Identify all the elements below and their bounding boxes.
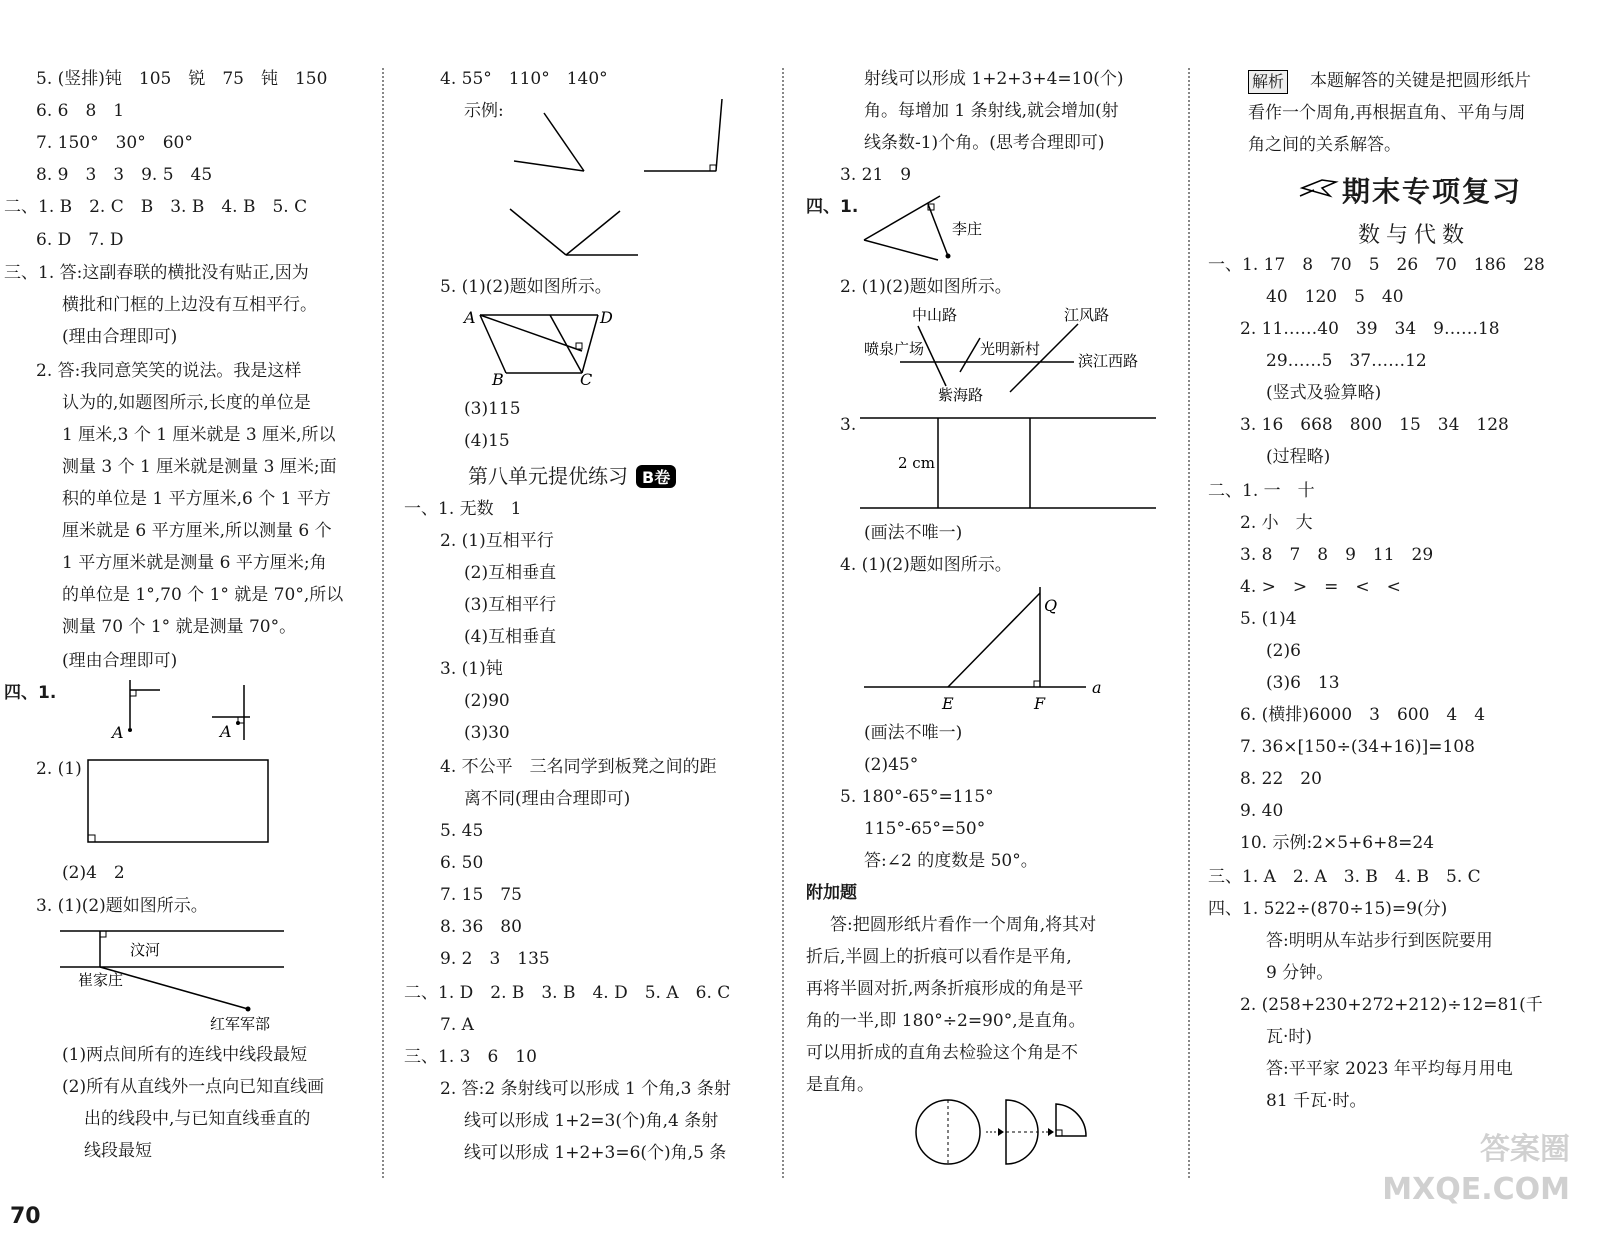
line-label: a bbox=[1092, 678, 1102, 697]
answer-line: 6. D 7. D bbox=[36, 230, 124, 250]
answer-line: 6. 6 8 1 bbox=[36, 101, 125, 121]
answer-line: 可以用折成的直角去检验这个角是不 bbox=[806, 1043, 1078, 1063]
answer-line: (画法不唯一) bbox=[864, 523, 963, 543]
answer-line: 115°-65°=50° bbox=[864, 819, 986, 839]
point-label: Q bbox=[1044, 596, 1058, 615]
answer-line: (竖式及验算略) bbox=[1266, 383, 1382, 403]
point-label: E bbox=[942, 694, 954, 713]
answer-line: 2. (1)(2)题如图所示。 bbox=[840, 277, 1012, 297]
answer-line: 认为的,如题图所示,长度的单位是 bbox=[62, 393, 311, 413]
answer-line: 二、1. B 2. C B 3. B 4. B 5. C bbox=[4, 197, 308, 217]
answer-line: 测量 70 个 1° 就是测量 70°。 bbox=[62, 617, 297, 637]
answer-line: 1 平方厘米就是测量 6 平方厘米;角 bbox=[62, 553, 327, 573]
point-label: C bbox=[580, 370, 593, 389]
answer-line: 40 120 5 40 bbox=[1266, 287, 1404, 307]
length-label: 2 cm bbox=[898, 454, 935, 472]
answer-line: 答:明明从车站步行到医院要用 bbox=[1266, 931, 1493, 951]
column-divider bbox=[1188, 68, 1190, 1178]
answer-line: 答:∠2 的度数是 50°。 bbox=[864, 851, 1038, 871]
answer-line: (2)90 bbox=[464, 691, 510, 711]
answer-line: 厘米就是 6 平方厘米,所以测量 6 个 bbox=[62, 521, 332, 541]
river-label: 汶河 bbox=[130, 941, 161, 959]
answer-line: 答:把圆形纸片看作一个周角,将其对 bbox=[830, 915, 1097, 935]
village-label: 崔家庄 bbox=[78, 971, 124, 989]
answer-line: (4)15 bbox=[464, 431, 510, 451]
answer-line: 四、1. 522÷(870÷15)=9(分) bbox=[1208, 899, 1448, 919]
answer-line: 再将半圆对折,两条折痕形成的角是平 bbox=[806, 979, 1084, 999]
answer-line: 3. 8 7 8 9 11 29 bbox=[1240, 545, 1434, 565]
answer-line: 2. 11……40 39 34 9……18 bbox=[1240, 319, 1500, 339]
river-figure bbox=[60, 925, 290, 1035]
answer-line: 10. 示例:2×5+6+8=24 bbox=[1240, 833, 1435, 853]
answer-line: 2. 小 大 bbox=[1240, 513, 1313, 533]
square-figure bbox=[860, 412, 1160, 512]
answer-line: (1)两点间所有的连线中线段最短 bbox=[62, 1045, 308, 1065]
answer-line: 4. > > = < < bbox=[1240, 577, 1401, 597]
answer-line: 8. 9 3 3 9. 5 45 bbox=[36, 165, 213, 185]
road-label: 滨江西路 bbox=[1078, 352, 1139, 370]
answer-line: 离不同(理由合理即可) bbox=[464, 789, 631, 809]
answer-line: 5. (1)4 bbox=[1240, 609, 1297, 629]
answer-line: 7. 150° 30° 60° bbox=[36, 133, 193, 153]
answer-line: 三、1. 3 6 10 bbox=[404, 1047, 537, 1067]
page-number: 70 bbox=[10, 1204, 41, 1229]
answer-line: 5. 180°-65°=115° bbox=[840, 787, 994, 807]
answer-line: 线条数-1)个角。(思考合理即可) bbox=[864, 133, 1105, 153]
answer-line: 瓦·时) bbox=[1266, 1027, 1313, 1047]
answer-line: 2. (258+230+272+212)÷12=81(千 bbox=[1240, 995, 1543, 1015]
answer-line: 2. (1)互相平行 bbox=[440, 531, 554, 551]
watermark: 答案圈 MXQE.COM bbox=[1382, 1132, 1570, 1207]
column-divider bbox=[382, 68, 384, 1178]
answer-line: 4. 不公平 三名同学到板凳之间的距 bbox=[440, 757, 717, 777]
answer-line: 一、1. 无数 1 bbox=[404, 499, 522, 519]
answer-line: 5. (竖排)钝 105 锐 75 钝 150 bbox=[36, 69, 328, 89]
point-label: F bbox=[1034, 694, 1046, 713]
plaza-label: 喷泉广场 bbox=[864, 340, 925, 358]
answer-line: 线段最短 bbox=[84, 1141, 152, 1161]
answer-line: 三、1. A 2. A 3. B 4. B 5. C bbox=[1208, 867, 1481, 887]
road-label: 江风路 bbox=[1064, 306, 1110, 324]
answer-line: 角的一半,即 180°÷2=90°,是直角。 bbox=[806, 1011, 1086, 1031]
answer-line: 3. (1)钝 bbox=[440, 659, 503, 679]
answer-line: 7. 15 75 bbox=[440, 885, 522, 905]
answer-line: 线可以形成 1+2+3=6(个)角,5 条 bbox=[464, 1143, 727, 1163]
answer-line: 3. 16 668 800 15 34 128 bbox=[1240, 415, 1509, 435]
point-a-label: A bbox=[112, 723, 124, 742]
answer-line: 7. 36×[150÷(34+16)]=108 bbox=[1240, 737, 1475, 757]
answer-line: 3. 21 9 bbox=[840, 165, 912, 185]
answer-line: 线可以形成 1+2=3(个)角,4 条射 bbox=[464, 1111, 719, 1131]
answer-line: 是直角。 bbox=[806, 1075, 874, 1095]
parallelogram-figure bbox=[458, 305, 628, 390]
answer-line: 1 厘米,3 个 1 厘米就是 3 厘米,所以 bbox=[62, 425, 336, 445]
answer-line: (2)所有从直线外一点向已知直线画 bbox=[62, 1077, 325, 1097]
answer-line: (理由合理即可) bbox=[62, 651, 178, 671]
answer-line: 6. (横排)6000 3 600 4 4 bbox=[1240, 705, 1486, 725]
section-title: 期末专项复习 bbox=[1342, 175, 1523, 208]
answer-line: (2)互相垂直 bbox=[464, 563, 557, 583]
answer-line: 射线可以形成 1+2+3+4=10(个) bbox=[864, 69, 1124, 89]
answer-line: 5. 45 bbox=[440, 821, 484, 841]
army-label: 红军军部 bbox=[210, 1015, 271, 1033]
answer-line: (3)互相平行 bbox=[464, 595, 557, 615]
road-label: 紫海路 bbox=[938, 386, 984, 404]
answer-line: (过程略) bbox=[1266, 447, 1331, 467]
village-label: 光明新村 bbox=[980, 340, 1041, 358]
point-label: A bbox=[464, 308, 476, 327]
sub-title: 数与代数 bbox=[1358, 223, 1471, 248]
folding-figure bbox=[914, 1096, 1094, 1168]
answer-line: 9. 2 3 135 bbox=[440, 949, 550, 969]
point-label: B bbox=[492, 370, 504, 389]
answer-line: 答:平平家 2023 年平均每月用电 bbox=[1266, 1059, 1513, 1079]
angle-examples-figure bbox=[500, 95, 740, 275]
perpendicular-figure bbox=[100, 680, 260, 750]
answer-line: 角之间的关系解答。 bbox=[1248, 135, 1401, 155]
answer-line: 7. A bbox=[440, 1015, 474, 1035]
analysis-tag: 解析 bbox=[1248, 70, 1288, 94]
answer-line: 9. 40 bbox=[1240, 801, 1284, 821]
answer-line: (3)30 bbox=[464, 723, 510, 743]
answer-line: 二、1. D 2. B 3. B 4. D 5. A 6. C bbox=[404, 983, 731, 1003]
answer-line: 2. 答:我同意笑笑的说法。我是这样 bbox=[36, 361, 302, 381]
bonus-heading: 附加题 bbox=[806, 883, 857, 903]
triangle-figure bbox=[860, 585, 1110, 715]
answer-line: 折后,半圆上的折痕可以看作是平角, bbox=[806, 947, 1072, 967]
column-divider bbox=[782, 68, 784, 1178]
point-label: D bbox=[600, 308, 613, 327]
answer-line: 29……5 37……12 bbox=[1266, 351, 1427, 371]
answer-line: 81 千瓦·时。 bbox=[1266, 1091, 1367, 1111]
answer-line: 4. 55° 110° 140° bbox=[440, 69, 608, 89]
answer-line: (画法不唯一) bbox=[864, 723, 963, 743]
rocket-icon bbox=[1300, 176, 1340, 200]
answer-line: (2)4 2 bbox=[62, 863, 125, 883]
answer-line: 4. (1)(2)题如图所示。 bbox=[840, 555, 1012, 575]
answer-line: 四、1. bbox=[806, 197, 859, 217]
answer-line: 3. (1)(2)题如图所示。 bbox=[36, 896, 208, 916]
answer-line: 测量 3 个 1 厘米就是测量 3 厘米;面 bbox=[62, 457, 337, 477]
answer-line: 8. 36 80 bbox=[440, 917, 522, 937]
answer-line: 5. (1)(2)题如图所示。 bbox=[440, 277, 612, 297]
answer-line: 2. (1) bbox=[36, 759, 82, 779]
answer-line: (3)115 bbox=[464, 399, 521, 419]
answer-line: 2. 答:2 条射线可以形成 1 个角,3 条射 bbox=[440, 1079, 731, 1099]
answer-line: 三、1. 答:这副春联的横批没有贴正,因为 bbox=[4, 263, 309, 283]
point-a-label: A bbox=[220, 722, 232, 741]
answer-line: 二、1. 一 十 bbox=[1208, 481, 1315, 501]
answer-line: 角。每增加 1 条射线,就会增加(射 bbox=[864, 101, 1119, 121]
answer-line: 一、1. 17 8 70 5 26 70 186 28 bbox=[1208, 255, 1545, 275]
answer-line: 6. 50 bbox=[440, 853, 484, 873]
unit-badge: B卷 bbox=[636, 465, 676, 488]
road-map-figure bbox=[860, 300, 1160, 410]
answer-line: 8. 22 20 bbox=[1240, 769, 1322, 789]
answer-line: 横批和门框的上边没有互相平行。 bbox=[62, 295, 317, 315]
road-label: 中山路 bbox=[912, 306, 958, 324]
answer-line: (4)互相垂直 bbox=[464, 627, 557, 647]
answer-line: 3. bbox=[840, 415, 857, 435]
answer-line: 本题解答的关键是把圆形纸片 bbox=[1310, 71, 1531, 91]
answer-line: (2)6 bbox=[1266, 641, 1301, 661]
answer-line: (理由合理即可) bbox=[62, 327, 178, 347]
rectangle-figure bbox=[86, 758, 272, 846]
answer-line: (3)6 13 bbox=[1266, 673, 1340, 693]
unit-title: 第八单元提优练习 B卷 bbox=[468, 460, 676, 489]
answer-line: 的单位是 1°,70 个 1° 就是 70°,所以 bbox=[62, 585, 344, 605]
answer-line: 看作一个周角,再根据直角、平角与周 bbox=[1248, 103, 1526, 123]
answer-line: 9 分钟。 bbox=[1266, 963, 1334, 983]
answer-line: 积的单位是 1 平方厘米,6 个 1 平方 bbox=[62, 489, 331, 509]
village-label: 李庄 bbox=[952, 220, 983, 238]
answer-line: (2)45° bbox=[864, 755, 919, 775]
answer-line: 示例: bbox=[464, 101, 504, 121]
village-figure bbox=[860, 190, 1000, 270]
answer-line: 四、1. bbox=[4, 683, 57, 703]
answer-line: 出的线段中,与已知直线垂直的 bbox=[84, 1109, 311, 1129]
